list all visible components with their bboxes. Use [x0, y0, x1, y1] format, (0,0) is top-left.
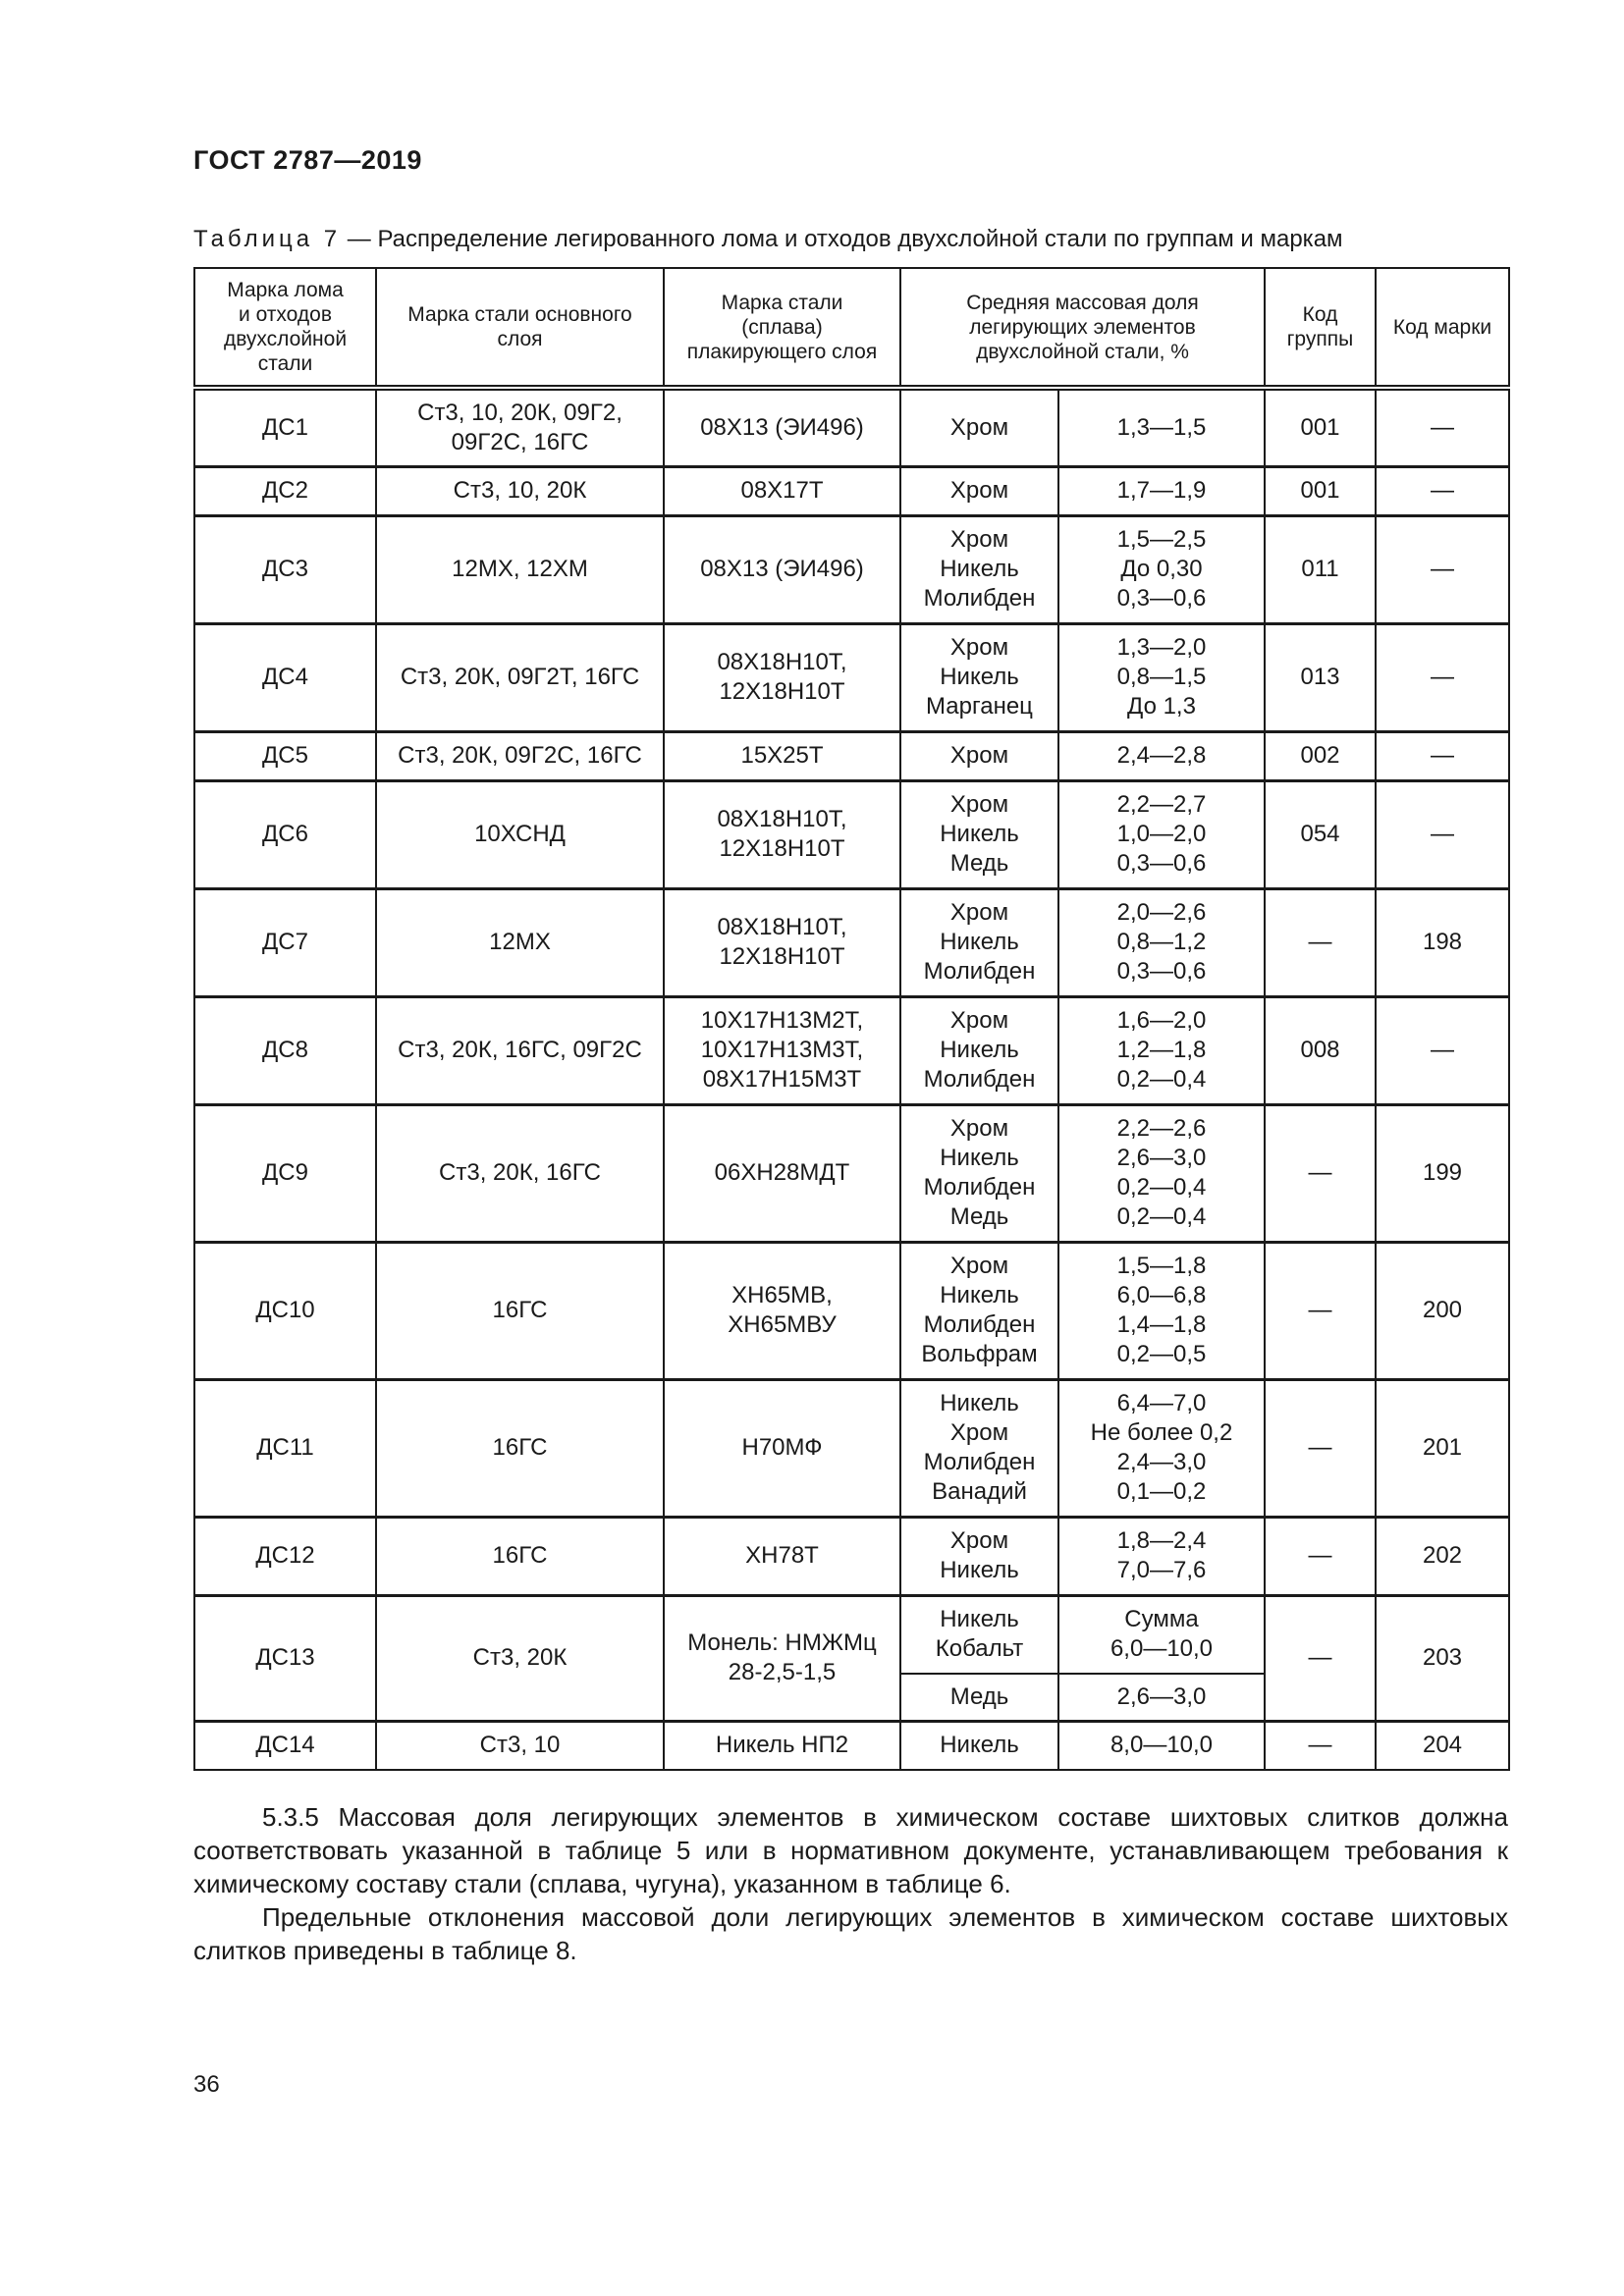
cell-values: 1,6—2,0 1,2—1,8 0,2—0,4: [1058, 996, 1265, 1104]
cell-code: 203: [1376, 1595, 1509, 1721]
paragraph-deviations: Предельные отклонения массовой доли легирующих элементов в химическом составе шихтовых слитков приведены в таблице 8.: [193, 1902, 1508, 1965]
cell-code: —: [1376, 466, 1509, 515]
cell-base: 16ГС: [376, 1379, 664, 1517]
cell-values: 6,4—7,0 Не более 0,2 2,4—3,0 0,1—0,2: [1058, 1379, 1265, 1517]
cell-elements: Хром Никель Марганец: [900, 623, 1058, 731]
cell-values: 8,0—10,0: [1058, 1721, 1265, 1770]
col-header-group-code: Код группы: [1265, 268, 1376, 388]
cell-group: 001: [1265, 388, 1376, 466]
table-caption-label: Таблица 7: [193, 226, 342, 252]
cell-elements: Хром Никель: [900, 1517, 1058, 1595]
cell-base: Ст3, 20К, 16ГС: [376, 1104, 664, 1242]
table-row: [194, 1721, 1509, 1770]
cell-group: —: [1265, 1242, 1376, 1379]
col-header-clad-layer: Марка стали (сплава) плакирующего слоя: [664, 268, 900, 388]
table-row: [194, 1595, 1509, 1674]
cell-code: —: [1376, 515, 1509, 623]
table-row: [194, 1104, 1509, 1242]
cell-clad: ХН78Т: [664, 1517, 900, 1595]
table-row: [194, 780, 1509, 888]
cell-code: 200: [1376, 1242, 1509, 1379]
cell-mark: ДС4: [194, 623, 376, 731]
cell-clad: 08Х18Н10Т, 12Х18Н10Т: [664, 780, 900, 888]
col-header-mass-fraction: Средняя массовая доля легирующих элементов двухслойной стали, %: [900, 268, 1265, 388]
cell-mark: ДС1: [194, 388, 376, 466]
cell-group: —: [1265, 1721, 1376, 1770]
cell-elements: Хром Никель Молибден: [900, 996, 1058, 1104]
cell-mark: ДС9: [194, 1104, 376, 1242]
cell-values: 1,3—2,0 0,8—1,5 До 1,3: [1058, 623, 1265, 731]
table-header-row: [194, 268, 1509, 388]
cell-mark: ДС6: [194, 780, 376, 888]
cell-elements: Хром: [900, 466, 1058, 515]
cell-base: Ст3, 20К, 16ГС, 09Г2С: [376, 996, 664, 1104]
cell-elements: Хром: [900, 388, 1058, 466]
cell-values: 2,2—2,6 2,6—3,0 0,2—0,4 0,2—0,4: [1058, 1104, 1265, 1242]
cell-group: 011: [1265, 515, 1376, 623]
cell-group: —: [1265, 1595, 1376, 1721]
col-header-scrap-mark: Марка лома и отходов двухслойной стали: [194, 268, 376, 388]
cell-values: 2,4—2,8: [1058, 731, 1265, 780]
table-row: [194, 888, 1509, 996]
cell-clad: Н70МФ: [664, 1379, 900, 1517]
cell-base: Ст3, 10, 20К: [376, 466, 664, 515]
cell-base: Ст3, 10: [376, 1721, 664, 1770]
table-row: [194, 466, 1509, 515]
cell-clad: Никель НП2: [664, 1721, 900, 1770]
paragraph-5-3-5: 5.3.5 Массовая доля легирующих элементов в химическом составе шихтовых слитков должна соответствовать указанной в таблице 5 или в нормативном документе, устанавливающем требования к химическому составу стали (сплава, чугуна), указанном в таблице 6.: [193, 1802, 1508, 1898]
table-caption-text: — Распределение легированного лома и отходов двухслойной стали по группам и маркам: [341, 226, 1343, 252]
cell-clad: 08Х17Т: [664, 466, 900, 515]
cell-values: 2,0—2,6 0,8—1,2 0,3—0,6: [1058, 888, 1265, 996]
col-header-base-layer: Марка стали основного слоя: [376, 268, 664, 388]
cell-clad: 08Х13 (ЭИ496): [664, 515, 900, 623]
cell-group: 013: [1265, 623, 1376, 731]
table-caption: [193, 226, 1509, 253]
cell-group: 002: [1265, 731, 1376, 780]
cell-elements: Медь: [900, 1674, 1058, 1721]
cell-code: 202: [1376, 1517, 1509, 1595]
cell-group: 008: [1265, 996, 1376, 1104]
cell-elements: Хром Никель Молибден: [900, 888, 1058, 996]
cell-elements: Никель: [900, 1721, 1058, 1770]
cell-group: —: [1265, 1517, 1376, 1595]
cell-values: Сумма 6,0—10,0: [1058, 1595, 1265, 1674]
cell-base: 16ГС: [376, 1242, 664, 1379]
cell-values: 1,5—1,8 6,0—6,8 1,4—1,8 0,2—0,5: [1058, 1242, 1265, 1379]
cell-base: Ст3, 20К, 09Г2С, 16ГС: [376, 731, 664, 780]
cell-mark: ДС12: [194, 1517, 376, 1595]
cell-group: 001: [1265, 466, 1376, 515]
cell-values: 2,2—2,7 1,0—2,0 0,3—0,6: [1058, 780, 1265, 888]
table-row: [194, 1242, 1509, 1379]
cell-mark: ДС14: [194, 1721, 376, 1770]
document-header: ГОСТ 2787—2019: [193, 145, 422, 175]
cell-base: Ст3, 10, 20К, 09Г2, 09Г2С, 16ГС: [376, 388, 664, 466]
cell-clad: Монель: НМЖМц 28-2,5-1,5: [664, 1595, 900, 1721]
cell-code: —: [1376, 731, 1509, 780]
cell-elements: Хром Никель Молибден: [900, 515, 1058, 623]
page-number: 36: [193, 2071, 220, 2098]
cell-clad: 15Х25Т: [664, 731, 900, 780]
cell-values: 2,6—3,0: [1058, 1674, 1265, 1721]
cell-clad: ХН65МВ, ХН65МВУ: [664, 1242, 900, 1379]
steel-grades-table: [193, 267, 1510, 1771]
table-row: [194, 731, 1509, 780]
cell-values: 1,3—1,5: [1058, 388, 1265, 466]
cell-mark: ДС13: [194, 1595, 376, 1721]
cell-values: 1,5—2,5 До 0,30 0,3—0,6: [1058, 515, 1265, 623]
cell-elements: Хром Никель Молибден Медь: [900, 1104, 1058, 1242]
cell-group: —: [1265, 1379, 1376, 1517]
cell-code: —: [1376, 780, 1509, 888]
cell-elements: Никель Хром Молибден Ванадий: [900, 1379, 1058, 1517]
cell-mark: ДС5: [194, 731, 376, 780]
cell-base: 16ГС: [376, 1517, 664, 1595]
table-row: [194, 623, 1509, 731]
cell-mark: ДС11: [194, 1379, 376, 1517]
cell-code: 204: [1376, 1721, 1509, 1770]
cell-elements: Хром Никель Медь: [900, 780, 1058, 888]
table-row: [194, 996, 1509, 1104]
cell-group: —: [1265, 1104, 1376, 1242]
cell-clad: 08Х18Н10Т, 12Х18Н10Т: [664, 623, 900, 731]
cell-elements: Никель Кобальт: [900, 1595, 1058, 1674]
table-row: [194, 388, 1509, 466]
cell-mark: ДС10: [194, 1242, 376, 1379]
cell-code: 201: [1376, 1379, 1509, 1517]
cell-elements: Хром Никель Молибден Вольфрам: [900, 1242, 1058, 1379]
cell-group: 054: [1265, 780, 1376, 888]
cell-mark: ДС3: [194, 515, 376, 623]
cell-code: 198: [1376, 888, 1509, 996]
table-row: [194, 1517, 1509, 1595]
table-row: [194, 1379, 1509, 1517]
cell-values: 1,7—1,9: [1058, 466, 1265, 515]
cell-base: 12МХ, 12ХМ: [376, 515, 664, 623]
table-body: [194, 388, 1509, 1770]
cell-clad: 08Х18Н10Т, 12Х18Н10Т: [664, 888, 900, 996]
table-row: [194, 515, 1509, 623]
cell-values: 1,8—2,4 7,0—7,6: [1058, 1517, 1265, 1595]
cell-mark: ДС7: [194, 888, 376, 996]
cell-group: —: [1265, 888, 1376, 996]
cell-base: Ст3, 20К, 09Г2Т, 16ГС: [376, 623, 664, 731]
cell-mark: ДС2: [194, 466, 376, 515]
cell-clad: 08Х13 (ЭИ496): [664, 388, 900, 466]
cell-base: 12МХ: [376, 888, 664, 996]
col-header-mark-code: Код марки: [1376, 268, 1509, 388]
cell-clad: 06ХН28МДТ: [664, 1104, 900, 1242]
cell-code: —: [1376, 623, 1509, 731]
cell-code: —: [1376, 388, 1509, 466]
cell-base: Ст3, 20К: [376, 1595, 664, 1721]
cell-elements: Хром: [900, 731, 1058, 780]
cell-clad: 10Х17Н13М2Т, 10Х17Н13М3Т, 08Х17Н15М3Т: [664, 996, 900, 1104]
cell-mark: ДС8: [194, 996, 376, 1104]
cell-base: 10ХСНД: [376, 780, 664, 888]
cell-code: —: [1376, 996, 1509, 1104]
cell-code: 199: [1376, 1104, 1509, 1242]
